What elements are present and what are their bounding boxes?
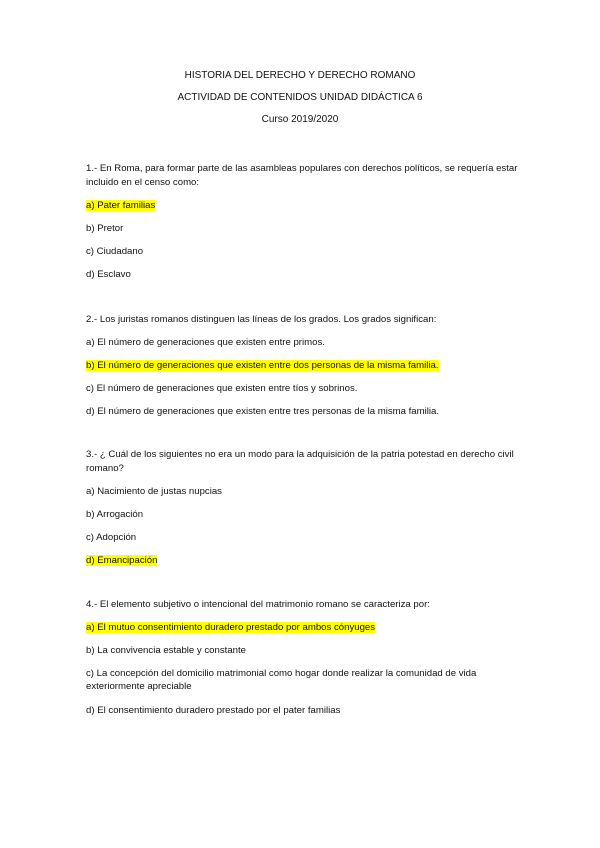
- question-1-option-b: b) Pretor: [86, 223, 124, 234]
- question-2-option-c: c) El número de generaciones que existen entre tíos y sobrinos.: [86, 382, 358, 394]
- document-title: HISTORIA DEL DERECHO Y DERECHO ROMANO: [184, 70, 416, 81]
- question-3: [86, 448, 526, 577]
- highlighted-answer: a) El mutuo consentimiento duradero prestado por ambos cónyuges: [86, 621, 376, 633]
- question-1-stem: 1.- En Roma, para formar parte de las asambleas populares con derechos políticos, se requería estar incluido en el censo como:: [86, 163, 518, 188]
- question-2-stem: 2.- Los juristas romanos distinguen las líneas de los grados. Los grados significan:: [86, 314, 437, 325]
- question-4: [86, 598, 526, 727]
- question-4-stem: 4.- El elemento subjetivo o intencional del matrimonio romano se caracteriza por:: [86, 599, 430, 610]
- question-4-option-c: c) La concepción del domicilio matrimonial como hogar donde realizar la comunidad de vida exteriormente apreciable: [86, 667, 477, 692]
- question-1: [86, 162, 526, 291]
- question-1-option-d: d) Esclavo: [86, 269, 131, 280]
- highlighted-answer: a) Pater familias: [86, 200, 156, 211]
- question-2-option-a: a) El número de generaciones que existen entre primos.: [86, 336, 325, 348]
- question-3-option-d: [86, 554, 526, 577]
- highlighted-answer: b) El número de generaciones que existen entre dos personas de la misma familia.: [86, 359, 439, 371]
- question-4-option-b: b) La convivencia estable y constante: [86, 644, 246, 656]
- question-4-option-d: d) El consentimiento duradero prestado por el pater familias: [86, 704, 341, 716]
- highlighted-answer: d) Emancipación: [86, 555, 158, 566]
- question-3-stem: 3.- ¿ Cuál de los siguientes no era un modo para la adquisición de la patria potestad en derecho civil romano?: [86, 449, 514, 474]
- document-header: [0, 70, 600, 136]
- question-3-option-a: a) Nacimiento de justas nupcias: [86, 486, 222, 497]
- question-3-option-b: b) Arrogación: [86, 509, 144, 520]
- course-year: Curso 2019/2020: [261, 114, 339, 125]
- question-2: [86, 313, 526, 428]
- question-2-option-d: d) El número de generaciones que existen entre tres personas de la misma familia.: [86, 405, 440, 417]
- question-1-option-a: [86, 199, 526, 222]
- question-4-option-a: [86, 621, 526, 644]
- question-3-option-c: c) Adopción: [86, 532, 137, 543]
- question-1-option-c: c) Ciudadano: [86, 246, 144, 257]
- question-2-option-b: [86, 359, 526, 382]
- document-subtitle: ACTIVIDAD DE CONTENIDOS UNIDAD DIDÁCTICA 6: [177, 92, 423, 103]
